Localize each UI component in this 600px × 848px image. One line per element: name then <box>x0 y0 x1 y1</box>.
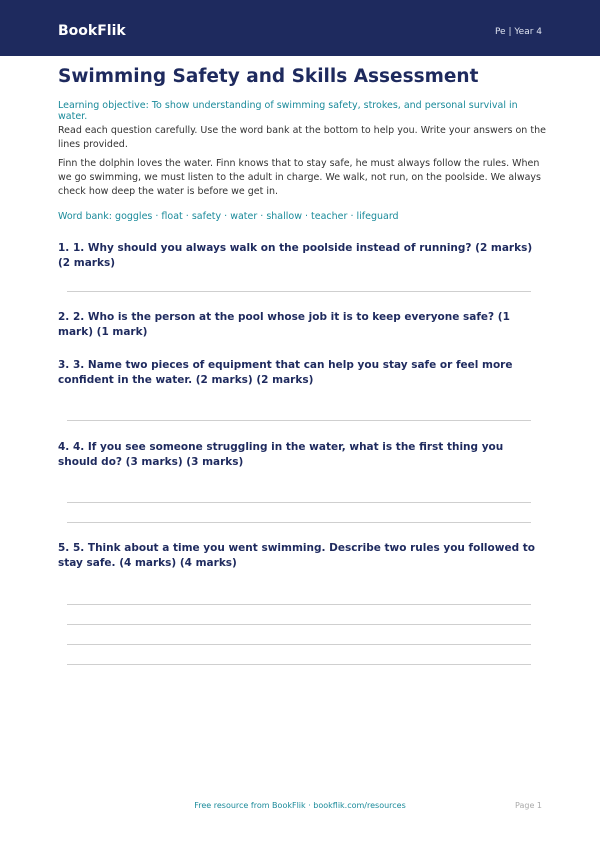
footer-source: Free resource from BookFlik · bookflik.com/resources <box>194 801 406 810</box>
page-number: Page 1 <box>515 801 542 810</box>
answer-line[interactable] <box>67 644 531 645</box>
question-4: 4. 4. If you see someone struggling in the water, what is the first thing you should do? (3 marks) (3 marks) <box>58 441 504 468</box>
question-1: 1. 1. Why should you always walk on the poolside instead of running? (2 marks) (2 marks) <box>58 242 533 269</box>
reading-passage: Finn the dolphin loves the water. Finn knows that to stay safe, he must always follow the rules. When we go swimming, we must listen to the adult in charge. We walk, not run, on the poolside. We always check how deep the water is before we get in. <box>58 158 541 197</box>
answer-line[interactable] <box>67 420 531 421</box>
answer-line[interactable] <box>67 624 531 625</box>
answer-line[interactable] <box>67 502 531 503</box>
page-header <box>0 0 600 56</box>
subject-year-label: Pe | Year 4 <box>494 27 542 37</box>
question-5: 5. 5. Think about a time you went swimming. Describe two rules you followed to stay safe. (4 marks) (4 marks) <box>58 542 535 569</box>
word-bank: Word bank: goggles · float · safety · water · shallow · teacher · lifeguard <box>58 211 399 222</box>
page-title: Swimming Safety and Skills Assessment <box>58 66 479 87</box>
learning-objective: Learning objective: To show understanding of swimming safety, strokes, and personal survival in water. <box>58 100 518 122</box>
instructions: Read each question carefully. Use the word bank at the bottom to help you. Write your answers on the lines provided. <box>58 125 546 150</box>
answer-line[interactable] <box>67 604 531 605</box>
brand-logo: BookFlik <box>58 23 126 39</box>
answer-line[interactable] <box>67 664 531 665</box>
question-3: 3. 3. Name two pieces of equipment that can help you stay safe or feel more confident in the water. (2 marks) (2 marks) <box>58 359 513 386</box>
question-2: 2. 2. Who is the person at the pool whose job it is to keep everyone safe? (1 mark) (1 mark) <box>58 311 510 338</box>
answer-line[interactable] <box>67 522 531 523</box>
answer-line[interactable] <box>67 291 531 292</box>
